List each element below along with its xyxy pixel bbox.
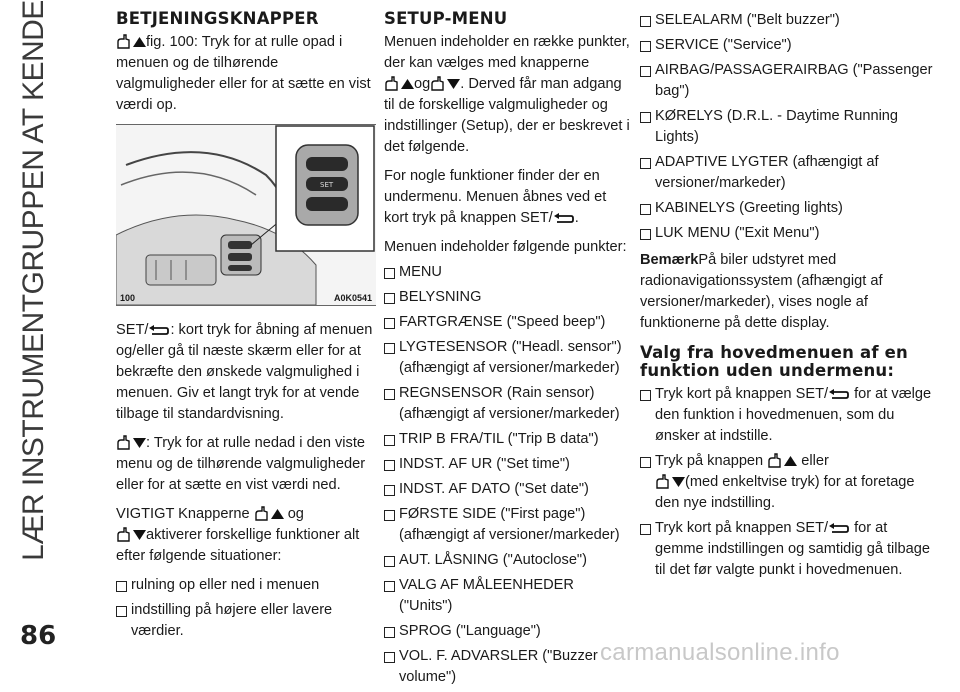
- checkbox-bullet-icon: [384, 435, 396, 446]
- menu-items-intro: Menuen indeholder følgende punkter:: [384, 239, 627, 255]
- checkbox-bullet-icon: [640, 112, 652, 123]
- checkbox-bullet-icon: [640, 524, 652, 535]
- setup-intro: Menuen indeholder en række punkter, der kan vælges med knapperne og . Derved får man adgang til de forskellige valgmuligheder og indstillinger (Setup), der er beskrevet i det følgende.: [384, 34, 630, 155]
- watermark: carmanualsonline.info: [600, 639, 840, 666]
- menu-item: MENU: [384, 262, 630, 283]
- column-3: [640, 10, 936, 585]
- set-return-icon: [828, 388, 850, 400]
- set-button-description: SET/ : kort tryk for åbning af menuen og/eller gå til næste skærm eller for at bekræfte den ønskede valgmulighed i menuen. Giv et langt tryk for at vende tilbage til standardvisning.: [116, 322, 373, 422]
- menu-item: FARTGRÆNSE ("Speed beep"): [384, 312, 630, 333]
- checkbox-bullet-icon: [116, 606, 128, 617]
- menu-items-list-continued: [640, 10, 936, 244]
- menu-item: SERVICE ("Service"): [640, 35, 936, 56]
- menu-item: VOL. F. ADVARSLER ("Buzzer volume"): [384, 646, 630, 688]
- heading-setup-menu: SETUP-MENU: [384, 9, 508, 28]
- menu-items-list: [384, 262, 630, 688]
- checkbox-bullet-icon: [384, 485, 396, 496]
- checkbox-bullet-icon: [384, 343, 396, 354]
- list-item: indstilling på højere eller lavere værdier.: [116, 600, 380, 642]
- column-1: [116, 10, 380, 646]
- menu-item: SELEALARM ("Belt buzzer"): [640, 10, 936, 31]
- checkbox-bullet-icon: [640, 204, 652, 215]
- checkbox-bullet-icon: [384, 556, 396, 567]
- important-note: VIGTIGT Knapperne og aktiverer forskellige funktioner alt efter følgende situationer:: [116, 506, 360, 564]
- hand-down-icon: [116, 435, 146, 451]
- menu-item: VALG AF MÅLEENHEDER ("Units"): [384, 575, 630, 617]
- checkbox-bullet-icon: [640, 457, 652, 468]
- menu-item: INDST. AF DATO ("Set date"): [384, 479, 630, 500]
- menu-item: KØRELYS (D.R.L. - Daytime Running Lights): [640, 106, 936, 148]
- menu-item: INDST. AF UR ("Set time"): [384, 454, 630, 475]
- figure-code: A0K0541: [333, 293, 372, 303]
- checkbox-bullet-icon: [384, 652, 396, 663]
- navigation-note: BemærkPå biler udstyret med radionavigationssystem (afhængigt af versioner/markeder), vises nogle af funktionerne på dette display.: [640, 252, 883, 331]
- hand-down-icon: [655, 474, 685, 490]
- svg-text:SET: SET: [320, 181, 334, 189]
- list-item: rulning op eller ned i menuen: [116, 575, 380, 596]
- set-return-icon: [828, 522, 850, 534]
- menu-item: FØRSTE SIDE ("First page") (afhængigt af versioner/markeder): [384, 504, 630, 546]
- checkbox-bullet-icon: [384, 318, 396, 329]
- menu-item: LUK MENU ("Exit Menu"): [640, 223, 936, 244]
- figure-100-steering-buttons: [116, 124, 376, 306]
- menu-item: ADAPTIVE LYGTER (afhængigt af versioner/markeder): [640, 152, 936, 194]
- menu-item: SPROG ("Language"): [384, 621, 630, 642]
- dashboard-illustration: [116, 125, 376, 305]
- submenu-note: For nogle funktioner finder der en undermenu. Menuen åbnes ved et kort tryk på knappen SET/ .: [384, 168, 607, 226]
- figure-caption: [120, 293, 372, 303]
- checkbox-bullet-icon: [640, 390, 652, 401]
- checkbox-bullet-icon: [384, 460, 396, 471]
- side-title-text: LÆR INSTRUMENTGRUPPEN AT KENDE: [16, 0, 50, 561]
- checkbox-bullet-icon: [640, 158, 652, 169]
- heading-select-function: Valg fra hovedmenuen af en funktion uden undermenu:: [640, 343, 908, 380]
- figure-number: 100: [120, 293, 136, 303]
- hand-up-icon: [116, 34, 146, 50]
- checkbox-bullet-icon: [640, 41, 652, 52]
- menu-item: KABINELYS (Greeting lights): [640, 198, 936, 219]
- checkbox-bullet-icon: [384, 268, 396, 279]
- side-section-title: [2, 0, 64, 560]
- set-return-icon: [553, 212, 575, 224]
- menu-item: AUT. LÅSNING ("Autoclose"): [384, 550, 630, 571]
- up-button-description: fig. 100: Tryk for at rulle opad i menuen og de tilhørende valgmuligheder eller for at sætte en vist værdi op.: [116, 34, 371, 113]
- set-return-icon: [148, 324, 170, 336]
- column-2: [384, 10, 630, 692]
- checkbox-bullet-icon: [384, 389, 396, 400]
- checkbox-bullet-icon: [384, 627, 396, 638]
- step-item: Tryk kort på knappen SET/ for at vælge den funktion i hovedmenuen, som du ønsker at indstille.: [640, 384, 936, 447]
- menu-item: LYGTESENSOR ("Headl. sensor") (afhængigt af versioner/markeder): [384, 337, 630, 379]
- hand-up-icon: [384, 76, 414, 92]
- hand-up-icon: [767, 453, 797, 469]
- hand-down-icon: [116, 527, 146, 543]
- checkbox-bullet-icon: [384, 581, 396, 592]
- heading-betjeningsknapper: BETJENINGSKNAPPER: [116, 9, 319, 28]
- checkbox-bullet-icon: [640, 229, 652, 240]
- checkbox-bullet-icon: [640, 66, 652, 77]
- down-button-description: : Tryk for at rulle nedad i den viste menu og de tilhørende valgmuligheder eller for at sætte en vist værdi ned.: [116, 435, 366, 493]
- page-number: 86: [20, 621, 57, 651]
- menu-item: TRIP B FRA/TIL ("Trip B data"): [384, 429, 630, 450]
- checkbox-bullet-icon: [116, 581, 128, 592]
- step-item: Tryk kort på knappen SET/ for at gemme indstillingen og samtidig gå tilbage til det før valgte punkt i hovedmenuen.: [640, 518, 936, 581]
- menu-item: REGNSENSOR (Rain sensor) (afhængigt af versioner/markeder): [384, 383, 630, 425]
- hand-up-icon: [254, 506, 284, 522]
- menu-item: BELYSNING: [384, 287, 630, 308]
- checkbox-bullet-icon: [640, 16, 652, 27]
- checkbox-bullet-icon: [384, 510, 396, 521]
- menu-item: AIRBAG/PASSAGERAIRBAG ("Passenger bag"): [640, 60, 936, 102]
- step-item: Tryk på knappen eller (med enkeltvise tryk) for at foretage den nye indstilling.: [640, 451, 936, 514]
- hand-down-icon: [430, 76, 460, 92]
- checkbox-bullet-icon: [384, 293, 396, 304]
